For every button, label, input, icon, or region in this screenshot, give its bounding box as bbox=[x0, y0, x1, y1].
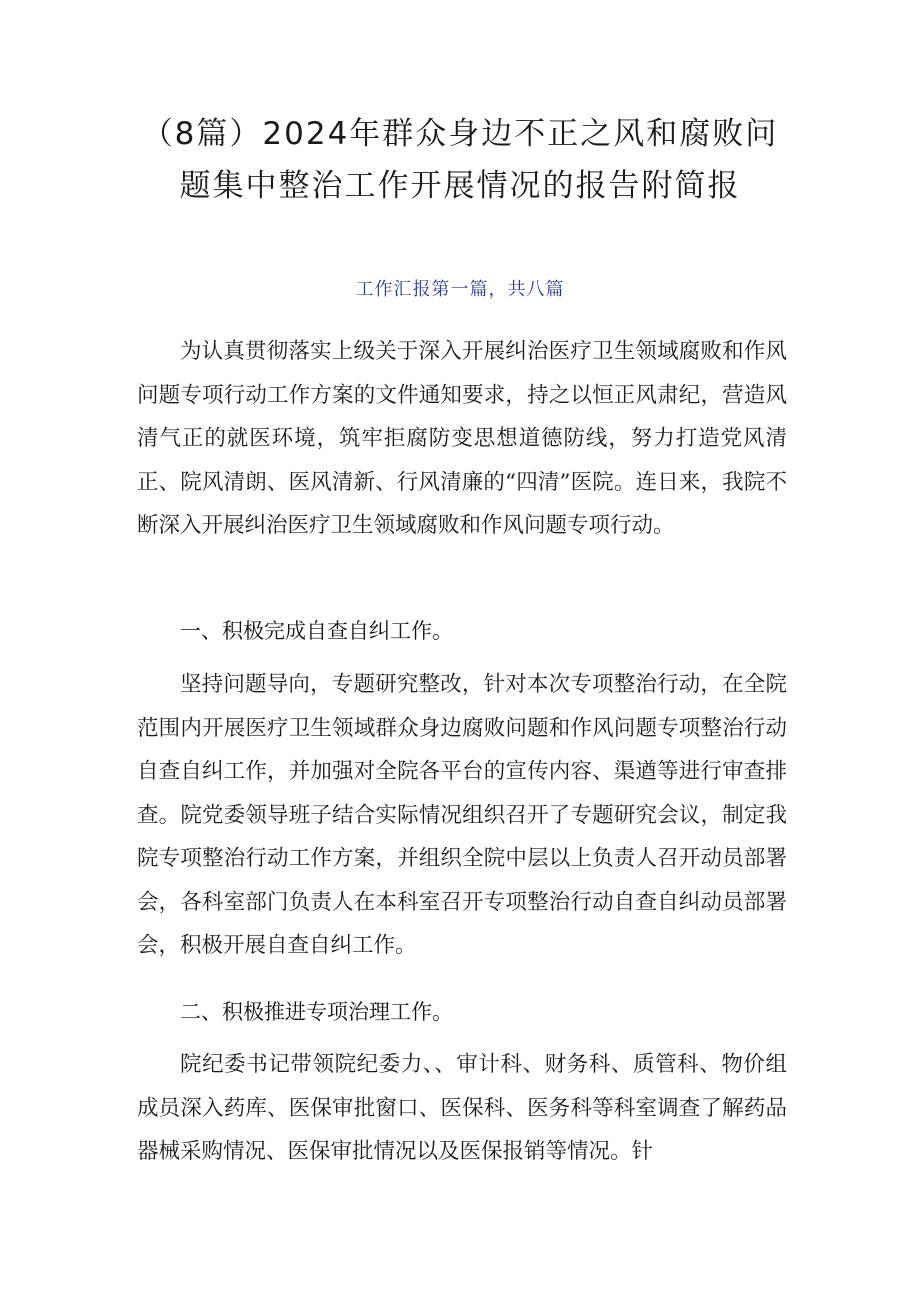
document-title bbox=[110, 108, 810, 212]
document-subtitle: 工作汇报第一篇，共八篇 bbox=[355, 279, 565, 300]
title-line-1: （8篇）2024年群众身边不正之风和腐败问 bbox=[141, 116, 779, 152]
section-2-paragraph: 院纪委书记带领院纪委力、、审计科、财务科、质管科、物价组成员深入药库、医保审批窗口、医保科、医务科等科室调查了解药品器械采购情况、医保审批情况以及医保报销等情况。针 bbox=[137, 1052, 787, 1164]
title-line-2: 题集中整治工作开展情况的报告附简报 bbox=[179, 168, 741, 204]
section-1-heading: 一、积极完成自查自纠工作。 bbox=[180, 619, 453, 643]
section-1-paragraph: 坚持问题导向，专题研究整改，针对本次专项整治行动，在全院范围内开展医疗卫生领域群众身边腐败问题和作风问题专项整治行动自查自纠工作，并加强对全院各平台的宣传内容、渠遒等进行审查排查。院党委领导班子结合实际情况组织召开了专题研究会议，制定我院专项整治行动工作方案，并组织全院中层以上负责人召开动员部署会，各科室部门负责人在本科室召开专项整治行动自查自纠动员部署会，积极开展自查自纠工作。 bbox=[137, 672, 787, 958]
intro-paragraph: 为认真贯彻落实上级关于深入开展纠治医疗卫生领域腐败和作风问题专项行动工作方案的文件通知要求，持之以恒正风肃纪，营造风清气正的就医环境，筑牢拒腐防变思想道德防线，努力打造党风清正、院风清朗、医风清新、行风清廉的“四清”医院。连日来，我院不断深入开展纠治医疗卫生领域腐败和作风问题专项行动。 bbox=[137, 339, 787, 538]
section-2-heading: 二、积极推进专项治理工作。 bbox=[180, 1000, 453, 1024]
